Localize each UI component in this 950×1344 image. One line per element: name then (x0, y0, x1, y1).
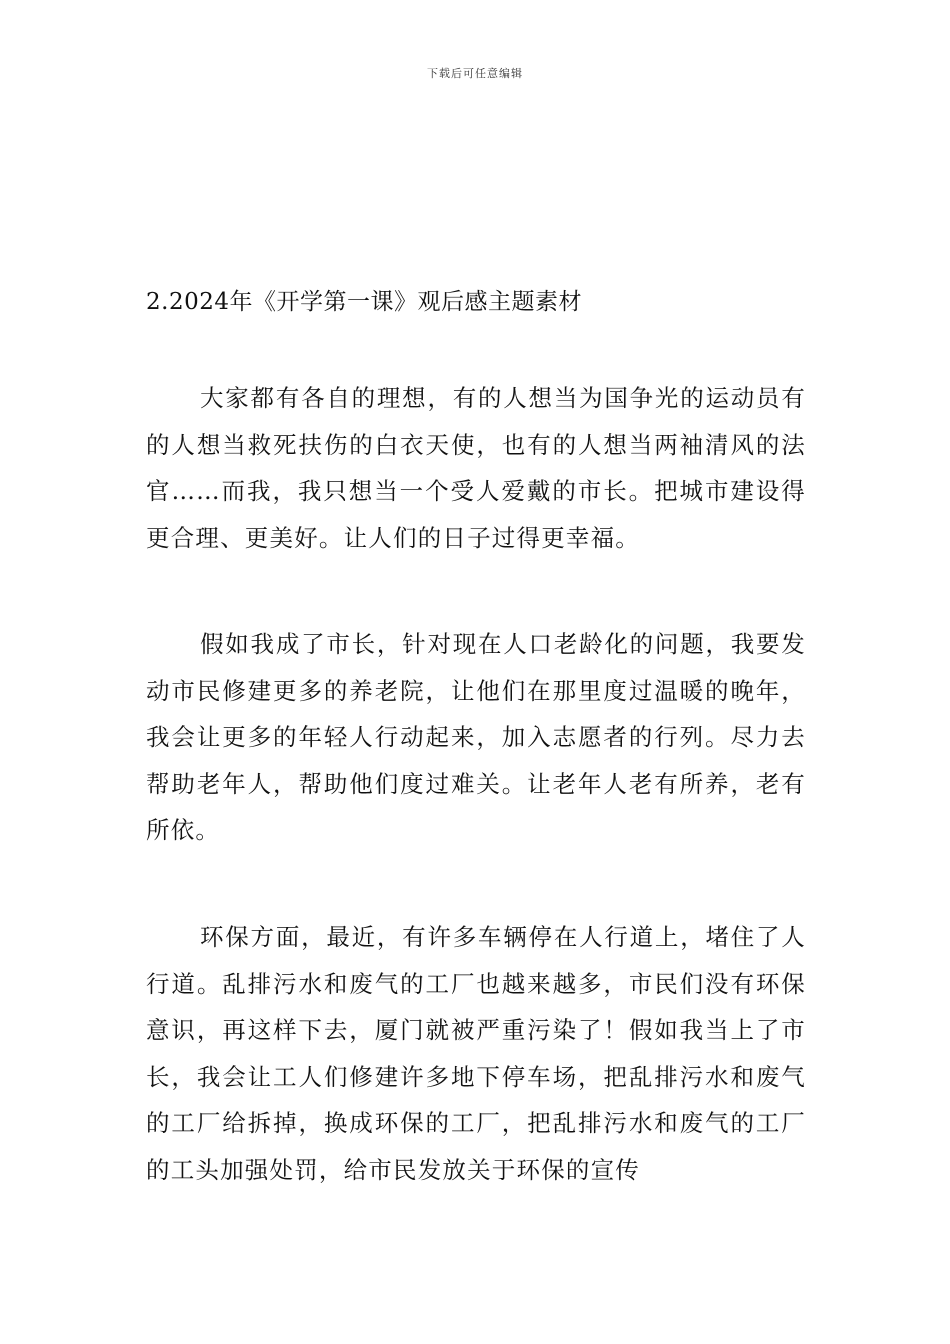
paragraph-2: 假如我成了市长，针对现在人口老龄化的问题，我要发动市民修建更多的养老院，让他们在那里度过温暖的晚年，我会让更多的年轻人行动起来，加入志愿者的行列。尽力去帮助老年人，帮助他们度过难关。让老年人老有所养，老有所依。 (146, 630, 806, 845)
paragraph-1: 大家都有各自的理想，有的人想当为国争光的运动员有的人想当救死扶伤的白衣天使，也有的人想当两袖清风的法官……而我，我只想当一个受人爱戴的市长。把城市建设得更合理、更美好。让人们的日子过得更幸福。 (146, 384, 806, 552)
document-title: 2.2024年《开学第一课》观后感主题素材 (146, 289, 582, 315)
header-note: 下载后可任意编辑 (427, 67, 523, 80)
paragraph-3: 环保方面，最近，有许多车辆停在人行道上，堵住了人行道。乱排污水和废气的工厂也越来越多，市民们没有环保意识，再这样下去，厦门就被严重污染了！假如我当上了市长，我会让工人们修建许多地下停车场，把乱排污水和废气的工厂给拆掉，换成环保的工厂，把乱排污水和废气的工厂的工头加强处罚，给市民发放关于环保的宣传 (146, 923, 806, 1184)
